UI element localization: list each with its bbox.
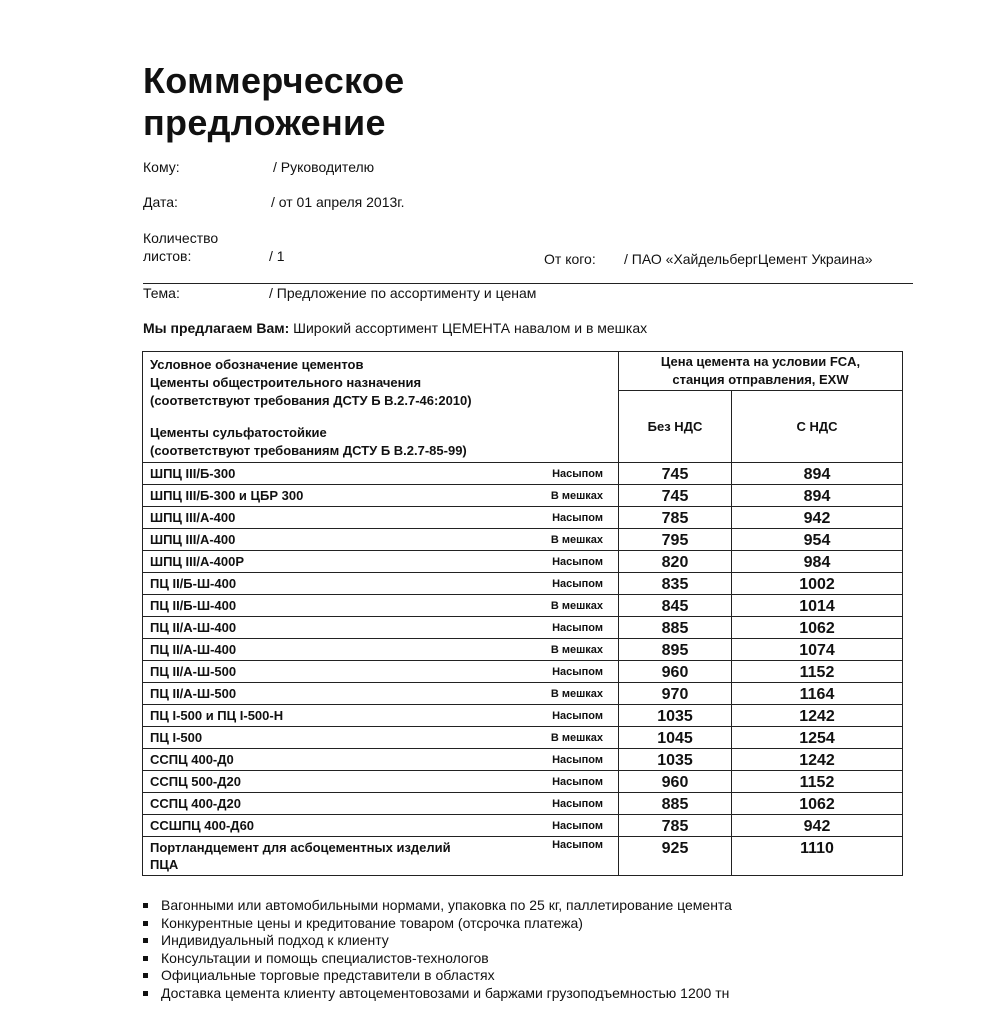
cement-name: ШПЦ III/А-400 (150, 532, 236, 547)
header-line-3: (соответствуют требования ДСТУ Б В.2.7-46:2010) (150, 393, 472, 408)
header-line-4: Цементы сульфатостойкие (150, 425, 327, 440)
from-label: От кого: (544, 251, 596, 267)
packaging-type: Насыпом (552, 775, 603, 788)
packaging-type: Насыпом (552, 797, 603, 810)
title-line-2: предложение (143, 102, 386, 143)
list-item-text: Доставка цемента клиенту автоцементовозами и баржами грузоподъемностью 1200 тн (161, 984, 730, 1001)
price-with-vat: 1164 (732, 683, 903, 705)
bullet-icon (143, 921, 148, 926)
price-with-vat: 1062 (732, 793, 903, 815)
packaging-type: Насыпом (552, 753, 603, 766)
price-with-vat: 1074 (732, 639, 903, 661)
price-no-vat: 845 (619, 595, 732, 617)
price-with-vat: 1152 (732, 771, 903, 793)
price-no-vat: 885 (619, 793, 732, 815)
topic-value: / Предложение по ассортименту и ценам (269, 285, 537, 301)
cement-name-cell (143, 507, 619, 529)
cement-name-cell (143, 749, 619, 771)
bullet-icon (143, 991, 148, 996)
price-with-vat: 1062 (732, 617, 903, 639)
price-no-vat: 1035 (619, 705, 732, 727)
price-with-vat: 954 (732, 529, 903, 551)
packaging-type: Насыпом (552, 467, 603, 480)
table-row (143, 771, 903, 793)
cement-name: ПЦ II/А-Ш-400 (150, 620, 237, 635)
cement-name: ШПЦ III/Б-300 и ЦБР 300 (150, 488, 304, 503)
price-no-vat: 820 (619, 551, 732, 573)
cement-name: ПЦ I-500 (150, 730, 203, 745)
packaging-type: В мешках (550, 489, 603, 502)
packaging-type: В мешках (550, 731, 603, 744)
offer-line (143, 320, 647, 336)
topic-label: Тема: (143, 285, 180, 301)
packaging-type: В мешках (550, 687, 603, 700)
cement-name-cell (143, 683, 619, 705)
packaging-type: В мешках (550, 533, 603, 546)
price-no-vat: 885 (619, 617, 732, 639)
to-value: / Руководителю (273, 159, 375, 175)
price-no-vat: 1035 (619, 749, 732, 771)
packaging-type: Насыпом (552, 665, 603, 678)
to-label: Кому: (143, 159, 180, 175)
price-no-vat: 795 (619, 529, 732, 551)
header-line-2: Цементы общестроительного назначения (150, 375, 422, 390)
table-row (143, 551, 903, 573)
price-with-vat: 894 (732, 485, 903, 507)
fca-price-header: Цена цемента на условии FCA, станция отправления, EXW (619, 352, 903, 391)
cement-name: ПЦ II/Б-Ш-400 (150, 576, 237, 591)
table-row (143, 705, 903, 727)
cement-name: ПЦ II/А-Ш-400 (150, 642, 237, 657)
table-row (143, 485, 903, 507)
price-with-vat: 1242 (732, 705, 903, 727)
cement-name-cell (143, 551, 619, 573)
list-item (143, 985, 732, 1003)
price-no-vat: 1045 (619, 727, 732, 749)
cement-name: ШПЦ III/А-400Р (150, 554, 245, 569)
cement-name-cell (143, 529, 619, 551)
list-item (143, 967, 732, 985)
packaging-type: Насыпом (552, 839, 603, 851)
cement-name: ШПЦ III/А-400 (150, 510, 236, 525)
vat-header: С НДС (732, 390, 903, 462)
price-with-vat: 1110 (732, 837, 903, 876)
cement-name: Портландцемент для асбоцементных изделий ПЦА (150, 840, 451, 872)
date-label: Дата: (143, 194, 178, 210)
table-row (143, 815, 903, 837)
cement-name: ПЦ II/Б-Ш-400 (150, 598, 237, 613)
list-item-text: Конкурентные цены и кредитование товаром (отсрочка платежа) (161, 914, 583, 931)
bullet-icon (143, 973, 148, 978)
list-item-text: Официальные торговые представители в областях (161, 967, 495, 983)
cement-name: ССШПЦ 400-Д60 (150, 818, 255, 833)
cement-name-cell (143, 771, 619, 793)
packaging-type: Насыпом (552, 577, 603, 590)
packaging-type: Насыпом (552, 555, 603, 568)
table-row (143, 661, 903, 683)
packaging-type: Насыпом (552, 709, 603, 722)
cement-name: ССПЦ 400-Д20 (150, 796, 241, 811)
from-value: / ПАО «ХайдельбергЦемент Украина» (624, 251, 873, 267)
price-no-vat: 785 (619, 815, 732, 837)
cement-name: ССПЦ 500-Д20 (150, 774, 241, 789)
list-item-text: Вагонными или автомобильными нормами, упаковка по 25 кг, паллетирование цемента (161, 897, 732, 913)
title-line-1: Коммерческое (143, 60, 405, 101)
cement-name-cell (143, 837, 619, 876)
cement-designation-header (143, 352, 619, 463)
sheets-label-1: Количество (143, 230, 219, 246)
cement-name-cell (143, 617, 619, 639)
packaging-type: Насыпом (552, 621, 603, 634)
price-with-vat: 1014 (732, 595, 903, 617)
cement-name-cell (143, 705, 619, 727)
packaging-type: В мешках (550, 643, 603, 656)
price-with-vat: 894 (732, 463, 903, 485)
price-with-vat: 1254 (732, 727, 903, 749)
price-table (142, 351, 903, 876)
sheets-label-2: листов: (143, 248, 192, 264)
table-row (143, 573, 903, 595)
list-item (143, 932, 732, 950)
price-with-vat: 942 (732, 507, 903, 529)
cement-name-cell (143, 661, 619, 683)
table-row (143, 727, 903, 749)
cement-name-cell (143, 639, 619, 661)
price-no-vat: 745 (619, 463, 732, 485)
price-with-vat: 1152 (732, 661, 903, 683)
cement-name-cell (143, 573, 619, 595)
price-no-vat: 835 (619, 573, 732, 595)
cement-name-cell (143, 463, 619, 485)
no-vat-header: Без НДС (619, 390, 732, 462)
benefits-list (143, 897, 732, 1002)
cement-name: ШПЦ III/Б-300 (150, 466, 236, 481)
header-line-1: Условное обозначение цементов (150, 357, 364, 372)
cement-name-cell (143, 727, 619, 749)
price-no-vat: 970 (619, 683, 732, 705)
cement-name: ПЦ I-500 и ПЦ I-500-Н (150, 708, 284, 723)
bullet-icon (143, 903, 148, 908)
packaging-type: Насыпом (552, 511, 603, 524)
table-row (143, 749, 903, 771)
cement-name-cell (143, 485, 619, 507)
date-value: / от 01 апреля 2013г. (271, 194, 405, 210)
list-item-text: Индивидуальный подход к клиенту (161, 932, 389, 948)
list-item-text: Консультации и помощь специалистов-технологов (161, 949, 489, 966)
price-with-vat: 1002 (732, 573, 903, 595)
table-row (143, 529, 903, 551)
cement-name: ПЦ II/А-Ш-500 (150, 686, 237, 701)
table-row (143, 507, 903, 529)
list-item (143, 915, 732, 933)
table-header-row (143, 352, 903, 391)
table-row (143, 793, 903, 815)
table-row (143, 595, 903, 617)
cement-name-cell (143, 793, 619, 815)
price-with-vat: 984 (732, 551, 903, 573)
cement-name: ССПЦ 400-Д0 (150, 752, 234, 767)
cement-name: ПЦ II/А-Ш-500 (150, 664, 237, 679)
table-row (143, 639, 903, 661)
bullet-icon (143, 956, 148, 961)
document-title (143, 60, 405, 144)
header-line-5: (соответствуют требованиям ДСТУ Б В.2.7-85-99) (150, 443, 467, 458)
price-no-vat: 785 (619, 507, 732, 529)
table-row (143, 837, 903, 876)
packaging-type: Насыпом (552, 819, 603, 832)
price-no-vat: 925 (619, 837, 732, 876)
table-row (143, 617, 903, 639)
price-no-vat: 960 (619, 771, 732, 793)
price-no-vat: 960 (619, 661, 732, 683)
price-with-vat: 942 (732, 815, 903, 837)
price-with-vat: 1242 (732, 749, 903, 771)
list-item (143, 897, 732, 915)
table-row (143, 683, 903, 705)
list-item (143, 950, 732, 968)
packaging-type: В мешках (550, 599, 603, 612)
bullet-icon (143, 938, 148, 943)
offer-text: Широкий ассортимент ЦЕМЕНТА навалом и в мешках (293, 320, 648, 336)
table-row (143, 463, 903, 485)
price-no-vat: 895 (619, 639, 732, 661)
sheets-value: / 1 (269, 248, 285, 264)
offer-label: Мы предлагаем Вам: (143, 320, 290, 336)
cement-name-cell (143, 595, 619, 617)
price-no-vat: 745 (619, 485, 732, 507)
cement-name-cell (143, 815, 619, 837)
